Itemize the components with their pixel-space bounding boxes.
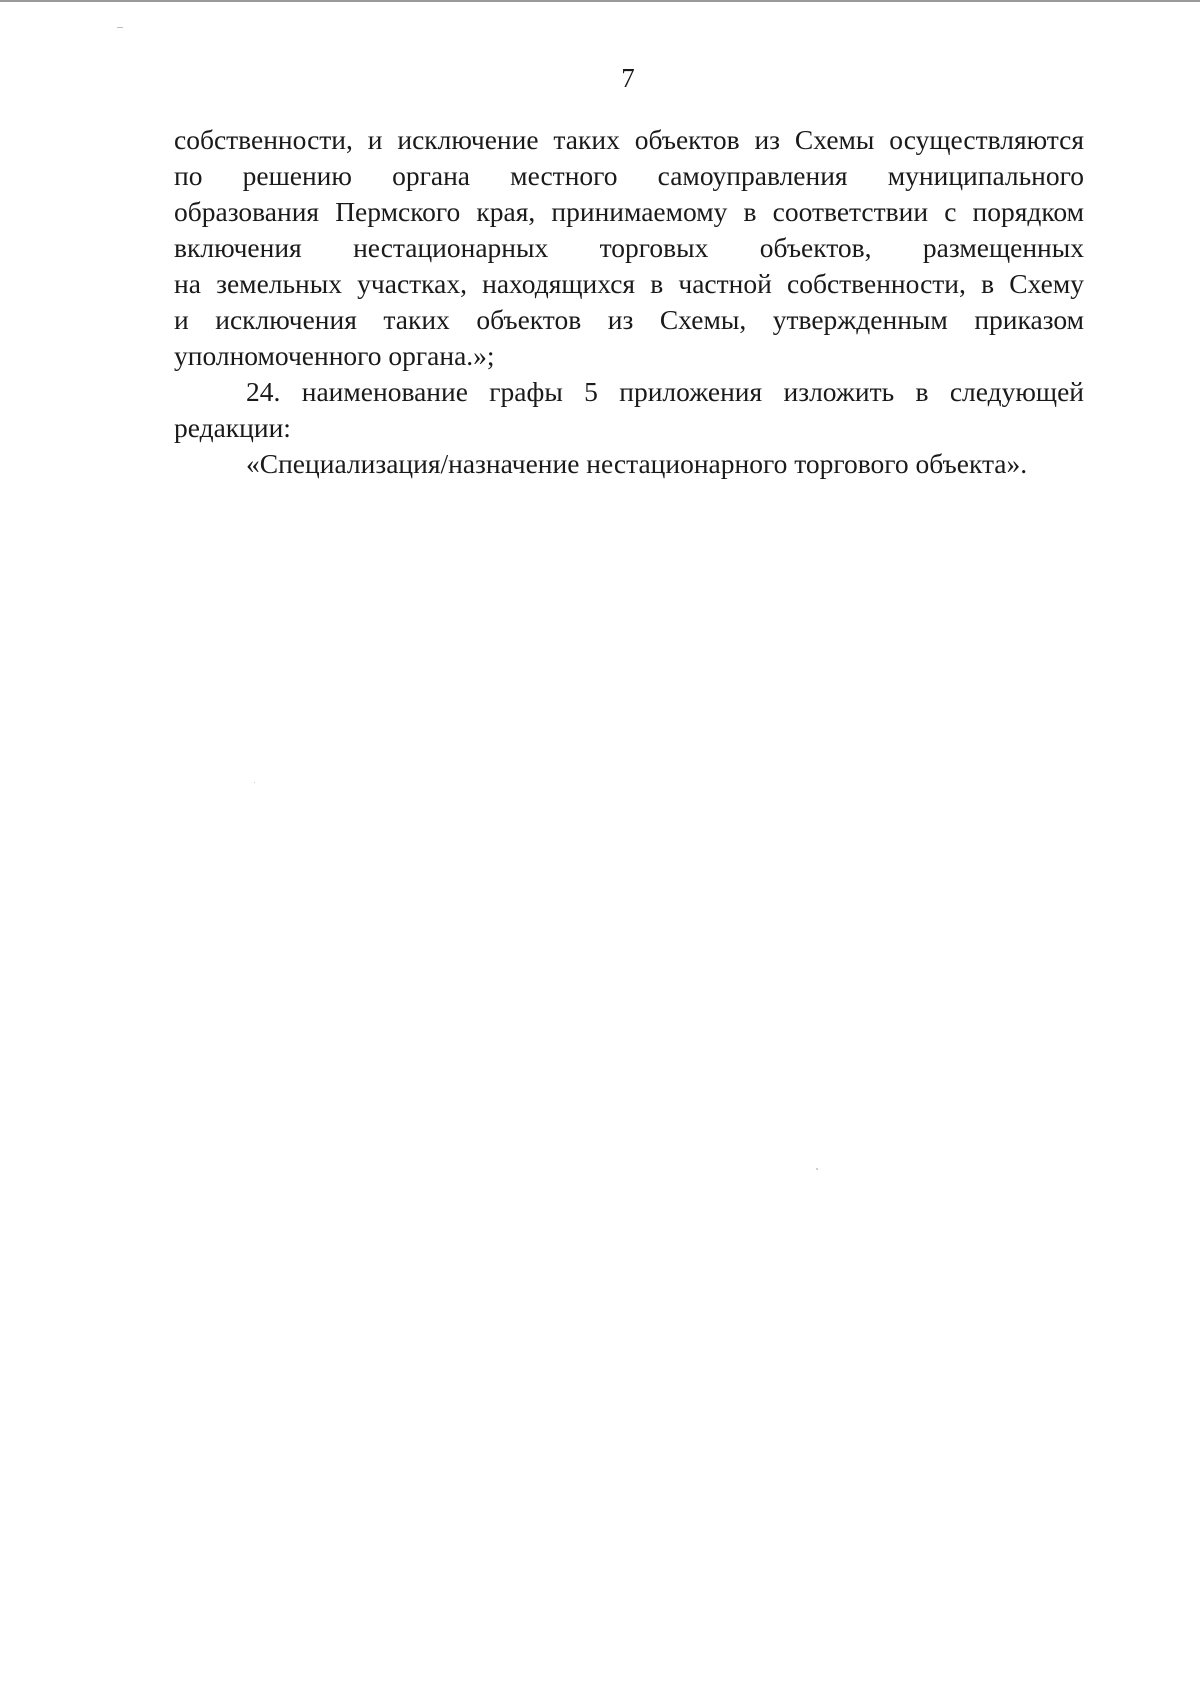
text-line: и исключения таких объектов из Схемы, утвержденным приказом (174, 304, 1084, 335)
paragraph-3 (174, 446, 1084, 482)
paragraph-1 (174, 122, 1084, 374)
text-line: включения нестационарных торговых объектов, размещенных (174, 232, 1084, 263)
scan-speck (117, 27, 123, 28)
document-body (174, 122, 1084, 482)
text-line: 24. наименование графы 5 приложения изложить в следующей (246, 376, 1084, 407)
scan-speck (816, 1168, 818, 1170)
text-line: по решению органа местного самоуправления муниципального (174, 160, 1084, 191)
page-number: 7 (621, 63, 635, 93)
text-line: на земельных участках, находящихся в частной собственности, в Схему (174, 268, 1084, 299)
text-line: собственности, и исключение таких объектов из Схемы осуществляются (174, 124, 1084, 155)
scan-speck (254, 782, 255, 783)
text-line: «Специализация/назначение нестационарного торгового объекта». (246, 448, 1028, 479)
text-line: образования Пермского края, принимаемому в соответствии с порядком (174, 196, 1084, 227)
text-line: редакции: (174, 412, 291, 443)
text-line: уполномоченного органа.»; (174, 340, 495, 371)
paragraph-2 (174, 374, 1084, 446)
